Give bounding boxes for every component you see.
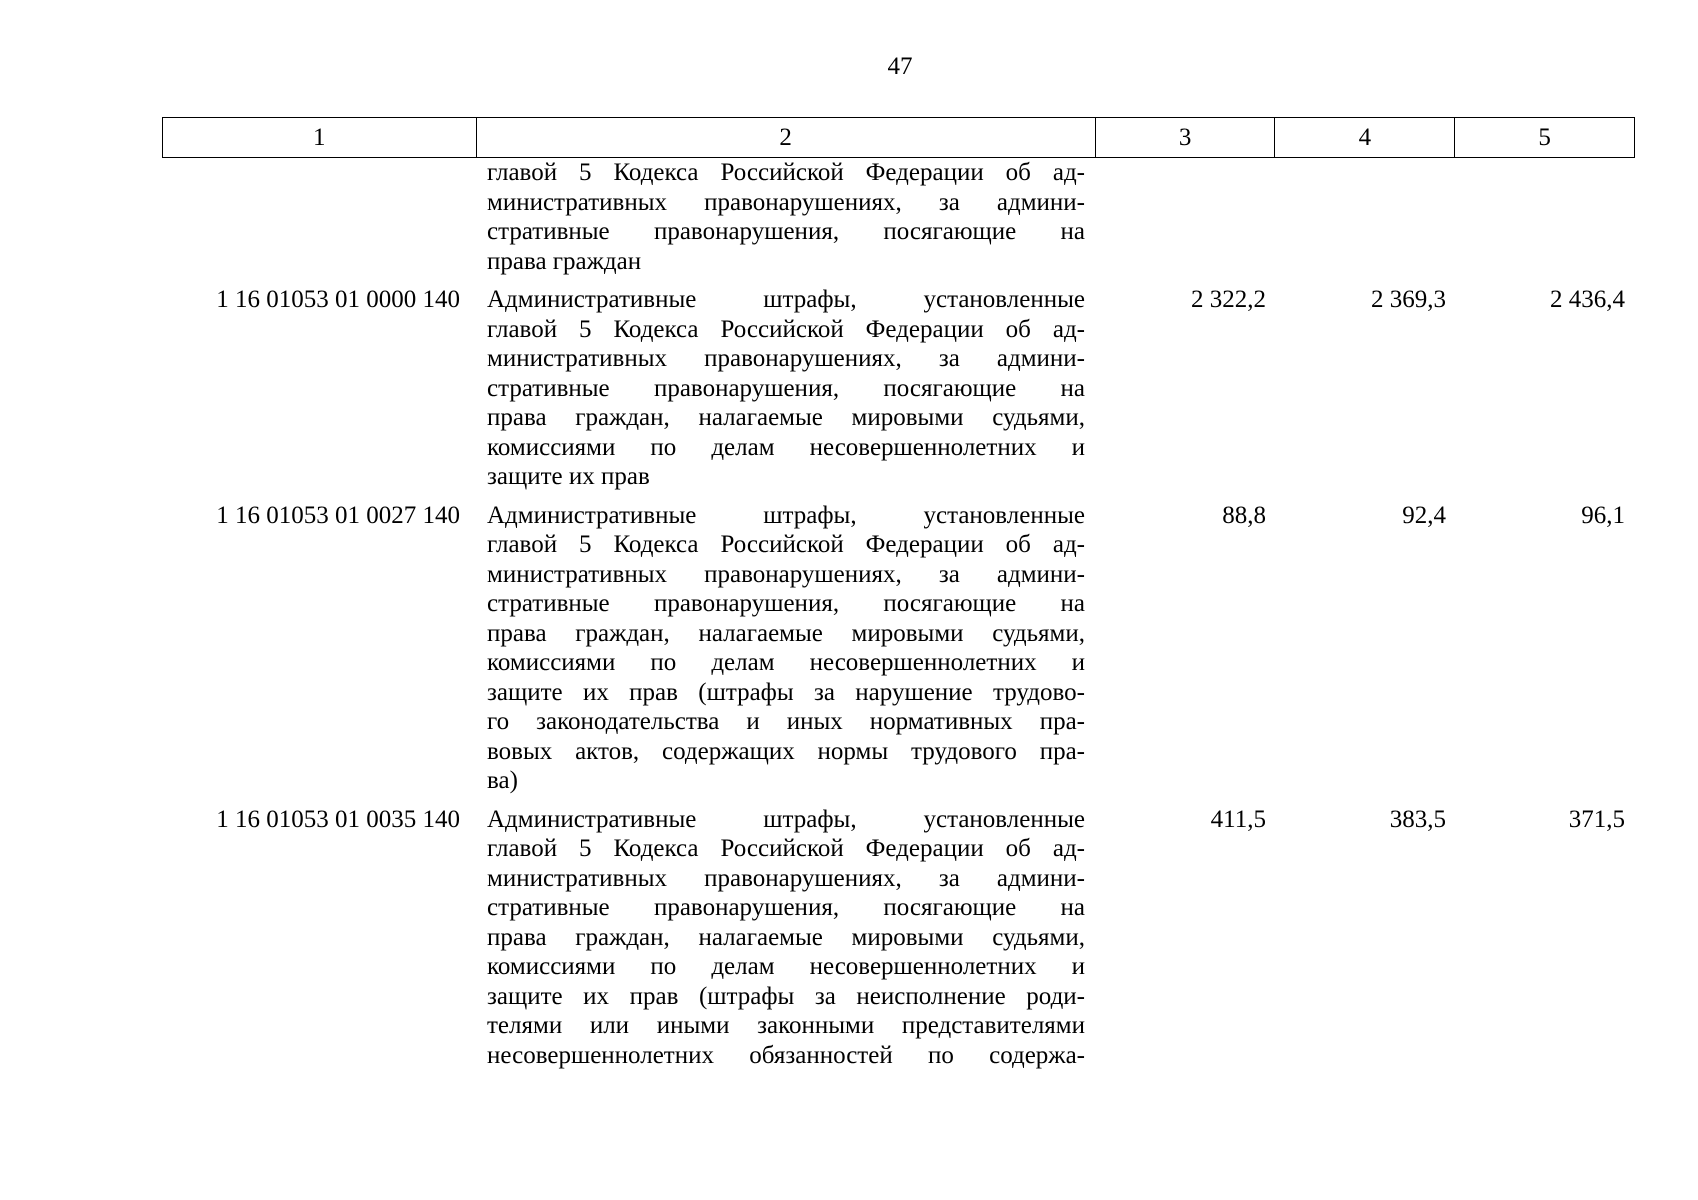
revenue-table: [162, 117, 1635, 1070]
table-row: [162, 158, 1635, 276]
description-line: министративных правонарушениях, за админи-: [487, 345, 1085, 372]
description-line: стративные правонарушения, посягающие на: [487, 374, 1085, 402]
page-number: [0, 52, 1698, 82]
row-value-col-5: 96,1: [1581, 501, 1625, 529]
description-line: го законодательства и иных нормативных пра-: [487, 708, 1085, 735]
row-value-col-4: 383,5: [1389, 805, 1446, 833]
description-line: вовых актов, содержащих нормы трудового пра-: [487, 737, 1085, 765]
description-line: стративные правонарушения, посягающие на: [487, 218, 1085, 245]
description-line: главой 5 Кодекса Российской Федерации об ад-: [487, 835, 1085, 862]
header-col-1: 1: [163, 118, 477, 157]
row-value-col-5: 371,5: [1568, 805, 1625, 833]
description-line: Административные штрафы, установленные: [487, 805, 1085, 833]
description-line: ва): [487, 767, 518, 794]
description-line: комиссиями по делам несовершеннолетних и: [487, 649, 1085, 676]
row-value-col-4: [1276, 158, 1456, 276]
row-code: 1 16 01053 01 0027 140: [216, 501, 460, 529]
header-col-4: 4: [1275, 118, 1455, 157]
description-line: несовершеннолетних обязанностей по содержа-: [487, 1041, 1085, 1069]
row-value-col-3: [1096, 158, 1276, 276]
row-description: [476, 805, 1096, 1071]
description-line: комиссиями по делам несовершеннолетних и: [487, 433, 1085, 461]
description-line: министративных правонарушениях, за админи-: [487, 188, 1085, 216]
row-value-col-4: 92,4: [1402, 501, 1446, 529]
row-value-col-3: 411,5: [1210, 805, 1266, 833]
table-row: [162, 501, 1635, 796]
description-line: главой 5 Кодекса Российской Федерации об ад-: [487, 159, 1085, 186]
table-row: [162, 285, 1635, 492]
description-line: права граждан, налагаемые мировыми судьями,: [487, 619, 1085, 647]
description-line: защите их прав (штрафы за нарушение трудово-: [487, 678, 1085, 706]
header-col-3: 3: [1096, 118, 1276, 157]
table-header-row: [162, 117, 1635, 158]
description-line: стративные правонарушения, посягающие на: [487, 590, 1085, 617]
table-body: [162, 158, 1635, 1070]
description-line: Административные штрафы, установленные: [487, 286, 1085, 313]
row-description: [476, 285, 1096, 492]
row-value-col-5: [1456, 158, 1635, 276]
description-line: права граждан, налагаемые мировыми судьями,: [487, 923, 1085, 951]
row-description: [476, 158, 1096, 276]
description-line: главой 5 Кодекса Российской Федерации об ад-: [487, 531, 1085, 558]
description-line: Административные штрафы, установленные: [487, 501, 1085, 529]
table-row: [162, 805, 1635, 1071]
description-line: комиссиями по делам несовершеннолетних и: [487, 953, 1085, 980]
row-code: [162, 158, 476, 276]
row-value-col-5: 2 436,4: [1550, 286, 1625, 313]
row-value-col-3: 88,8: [1222, 501, 1266, 529]
description-line: министративных правонарушениях, за админи-: [487, 864, 1085, 892]
description-line: телями или иными законными представителями: [487, 1012, 1085, 1039]
header-col-2: 2: [477, 118, 1096, 157]
description-line: стративные правонарушения, посягающие на: [487, 894, 1085, 921]
row-code: 1 16 01053 01 0035 140: [216, 805, 460, 833]
description-line: права граждан, налагаемые мировыми судьями,: [487, 404, 1085, 431]
header-col-5: 5: [1538, 124, 1551, 151]
description-line: защите их прав (штрафы за неисполнение роди-: [487, 982, 1085, 1010]
page-number-text: 47: [887, 53, 913, 80]
description-line: защите их прав: [487, 463, 650, 490]
row-value-col-3: 2 322,2: [1191, 286, 1266, 313]
row-description: [476, 501, 1096, 796]
description-line: министративных правонарушениях, за админи-: [487, 560, 1085, 588]
row-value-col-4: 2 369,3: [1371, 286, 1446, 313]
description-line: главой 5 Кодекса Российской Федерации об ад-: [487, 315, 1085, 343]
row-code: 1 16 01053 01 0000 140: [216, 286, 460, 313]
description-line: права граждан: [487, 247, 642, 275]
